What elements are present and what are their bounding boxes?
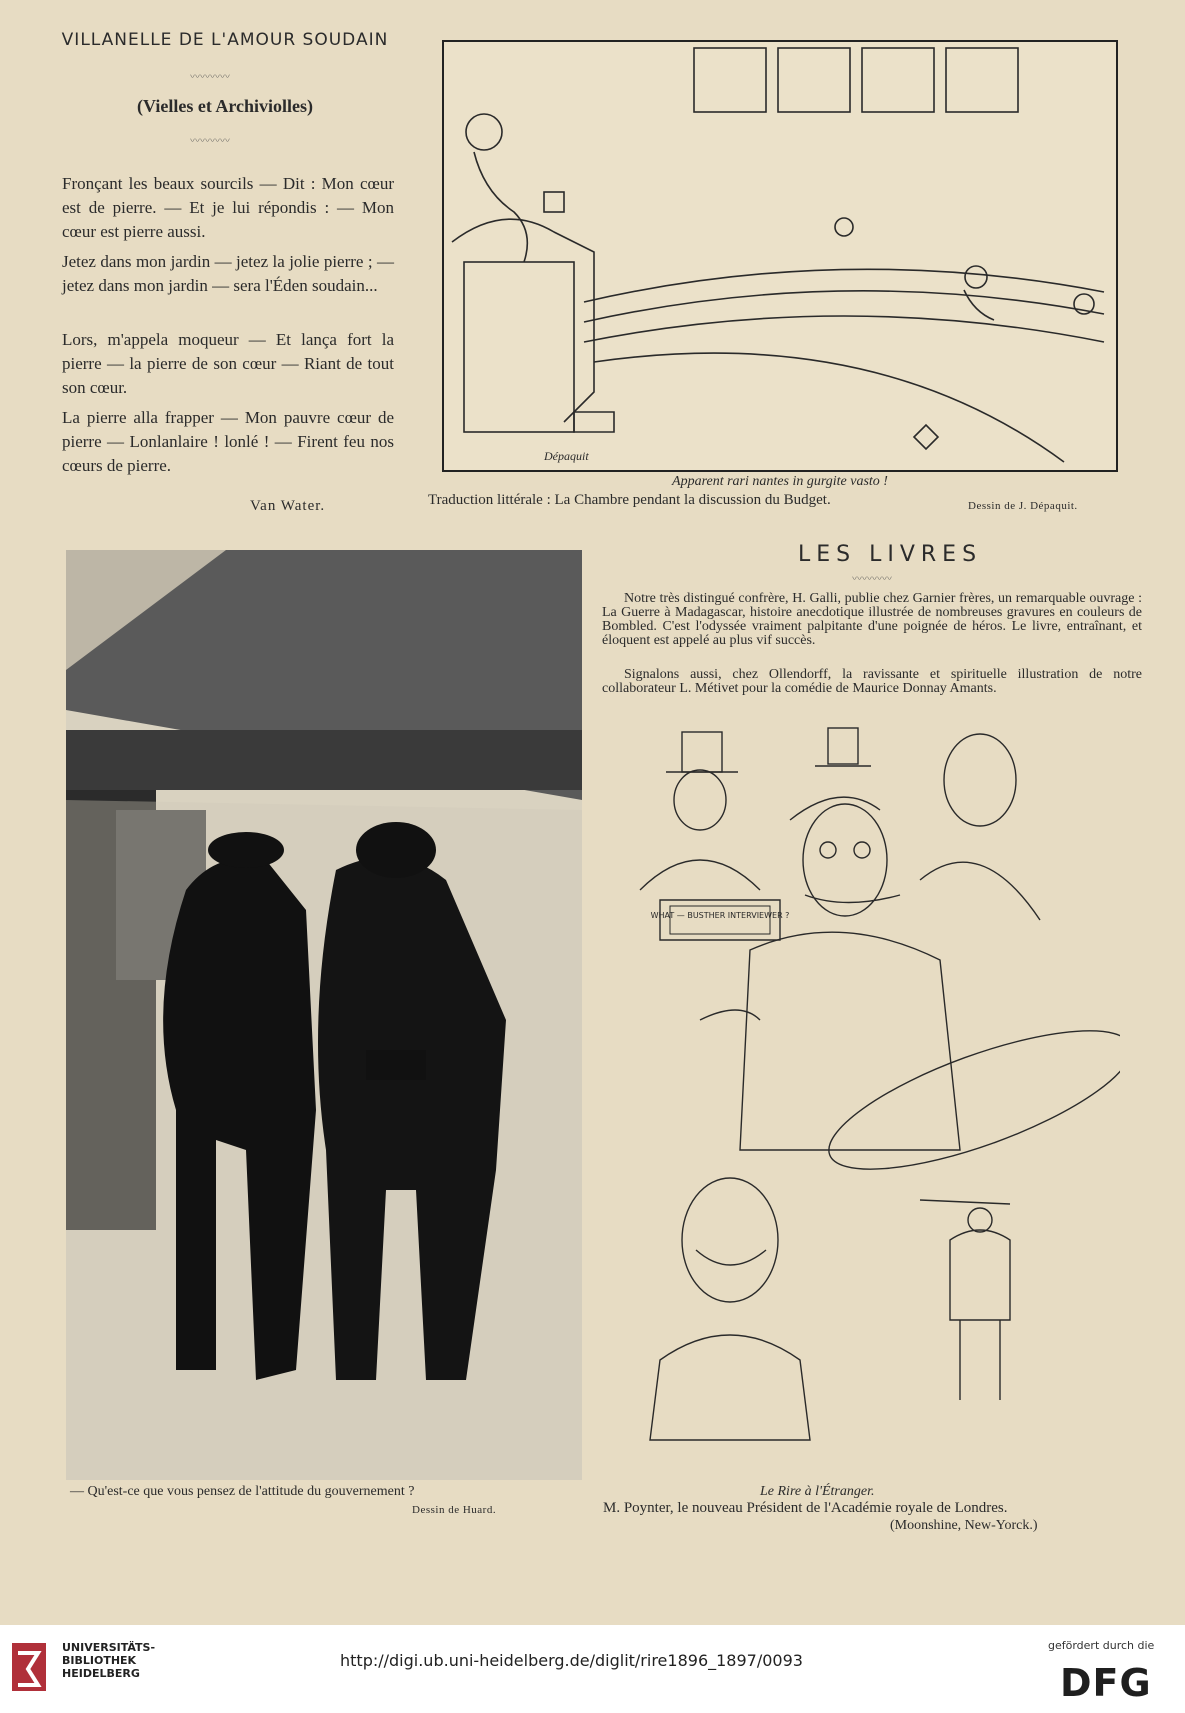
poem-stanza-2: Jetez dans mon jardin — jetez la jolie pierre ; — jetez dans mon jardin — sera l'Éden soudain... <box>62 252 394 295</box>
top-cartoon-signature: Dépaquit <box>544 449 589 463</box>
library-line-2: BIBLIOTHEK <box>62 1654 137 1667</box>
right-sketch-caption: M. Poynter, le nouveau Président de l'Académie royale de Londres. <box>603 1500 1008 1516</box>
books-section-title: LES LIVRES <box>797 542 983 567</box>
dfg-logo: DFG <box>1060 1661 1152 1705</box>
left-cartoon-caption: — Qu'est-ce que vous pensez de l'attitude du gouvernement ? <box>70 1484 415 1499</box>
night-street-drawing <box>66 550 582 1480</box>
left-cartoon-illustration <box>66 550 582 1480</box>
chamber-drawing <box>444 42 1116 470</box>
left-cartoon-credit: Dessin de Huard. <box>412 1504 497 1516</box>
poem-author: Van Water. <box>250 498 326 514</box>
books-paragraph-2: Signalons aussi, chez Ollendorff, la ravissante et spirituelle illustration de notre collaborateur L. Métivet pour la comédie de Maurice Donnay Amants. <box>602 667 1142 696</box>
top-cartoon-caption-italic: Apparent rari nantes in gurgite vasto ! <box>672 474 888 489</box>
viewer-footer <box>0 1625 1185 1713</box>
poem-stanza-4: La pierre alla frapper — Mon pauvre cœur de pierre — Lonlanlaire ! lonlé ! — Firent feu nos cœurs de pierre. <box>62 408 394 475</box>
books-paragraph-1: Notre très distingué confrère, H. Galli, publie chez Garnier frères, un remarquable ouvrage : La Guerre à Madagascar, histoire anecdotique illustrée de nombreuses gravures en couleurs de Bombled. C'est l'odyssée vraiment palpitante d'une poignée de héros. Le livre, entraînant, et éloquent est appelé au plus vif succès. <box>602 591 1142 648</box>
poem-stanza-3: Lors, m'appela moqueur — Et lança fort la pierre — la pierre de son cœur — Riant de tout son cœur. <box>62 330 394 397</box>
poynter-sketch-drawing <box>600 720 1120 1480</box>
books-ornament: 〰〰〰〰 <box>852 574 892 585</box>
university-library-logo-icon <box>10 1639 50 1697</box>
poem-stanza-1: Fronçant les beaux sourcils — Dit : Mon cœur est de pierre. — Et je lui répondis : — Mon cœur est pierre aussi. <box>62 174 394 241</box>
library-line-1: UNIVERSITÄTS- <box>62 1641 156 1654</box>
right-sketch-caption-italic: Le Rire à l'Étranger. <box>760 1484 875 1499</box>
right-sketch-source: (Moonshine, New-Yorck.) <box>890 1518 1038 1533</box>
top-cartoon-credit: Dessin de J. Dépaquit. <box>968 500 1078 512</box>
digital-library-url-link[interactable]: http://digi.ub.uni-heidelberg.de/diglit/rire1896_1897/0093 <box>340 1651 803 1670</box>
funded-by-label: gefördert durch die <box>1048 1639 1155 1652</box>
poem-subtitle: (Vielles et Archiviolles) <box>137 96 313 116</box>
university-library-name <box>62 1641 155 1680</box>
poem-ornament-bottom: 〰〰〰〰 <box>190 136 230 147</box>
top-cartoon-caption: Traduction littérale : La Chambre pendant la discussion du Budget. <box>428 492 831 508</box>
library-line-3: HEIDELBERG <box>62 1667 140 1680</box>
poem-ornament-top: 〰〰〰〰 <box>190 72 230 83</box>
top-cartoon-illustration <box>442 40 1118 472</box>
right-sketch-illustration <box>600 720 1120 1480</box>
speech-bubble-text: WHAT — BUSTHER INTERVIEWER ? <box>650 911 790 920</box>
poem-title: VILLANELLE DE L'AMOUR SOUDAIN <box>61 30 389 50</box>
